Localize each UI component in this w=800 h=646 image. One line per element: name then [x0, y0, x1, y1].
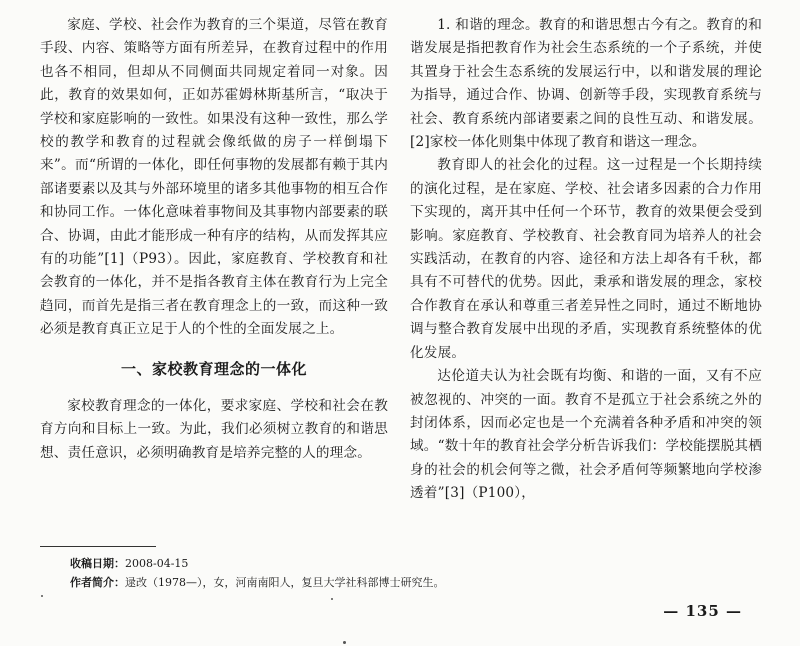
author-bio-value: 逯改（1978—），女，河南南阳人，复旦大学社科部博士研究生。	[125, 576, 445, 589]
right-column	[410, 14, 762, 506]
scan-speck	[41, 595, 43, 597]
received-date-line	[70, 554, 710, 573]
left-column	[40, 14, 388, 465]
section-heading: 一、家校教育理念的一体化	[120, 359, 307, 378]
received-date-label: 收稿日期：	[70, 557, 125, 570]
right-paragraph-2: 教育即人的社会化的过程。这一过程是一个长期持续的演化过程，是在家庭、学校、社会诸多因素的合力作用下实现的，离开其中任何一个环节，教育的效果便会受到影响。家庭教育、学校教育、社会教育同为培养人的社会实践活动，在教育的内容、途径和方法上却各有千秋，都具有不可替代的优势。因此，秉承和谐发展的理念，家校合作教育在承认和尊重三者差异性之同时，通过不断地协调与整合教育发展中出现的矛盾，实现教育系统整体的优化发展。	[410, 157, 762, 361]
page-number: — 135 —	[663, 602, 742, 620]
author-bio-label: 作者简介：	[70, 576, 125, 589]
right-paragraph-3: 达伦道夫认为社会既有均衡、和谐的一面，又有不应被忽视的、冲突的一面。教育不是孤立于社会系统之外的封闭体系，因而必定也是一个充满着各种矛盾和冲突的领域。“数十年的教育社会学分析告诉我们：学校能摆脱其栖身的社会的机会何等之微，社会矛盾何等频繁地向学校渗透着”[3]（P100），	[410, 368, 762, 502]
left-paragraph-1: 家庭、学校、社会作为教育的三个渠道，尽管在教育手段、内容、策略等方面有所差异，在教育过程中的作用也各不相同，但却从不同侧面共同规定着同一对象。因此，教育的效果如何，正如苏霍姆林斯基所言，“取决于学校和家庭影响的一致性。如果没有这种一致性，那么学校的教学和教育的过程就会像纸做的房子一样倒塌下来”。而“所谓的一体化，即任何事物的发展都有赖于其内部诸要素以及其与外部环境里的诸多其他事物的相互合作和协同工作。一体化意味着事物间及其事物内部要素的联合、协调，由此才能形成一种有序的结构，从而发挥其应有的功能”[1]（P93）。因此，家庭教育、学校教育和社会教育的一体化，并不是指各教育主体在教育行为上完全趋同，而首先是指三者在教育理念上的一致，而这种一致必须是教育真正立足于人的个性的全面发展之上。	[40, 17, 388, 338]
right-paragraph-1: 1. 和谐的理念。教育的和谐思想古今有之。教育的和谐发展是指把教育作为社会生态系统的一个子系统，并使其置身于社会生态系统的发展运行中，以和谐发展的理论为指导，通过合作、协调、创新等手段，实现教育系统与社会、教育系统内部诸要素之间的良性互动、和谐发展。[2]家校一体化则集中体现了教育和谐这一理念。	[410, 17, 762, 151]
left-paragraph-2: 家校教育理念的一体化，要求家庭、学校和社会在教育方向和目标上一致。为此，我们必须树立教育的和谐思想、责任意识，必须明确教育是培养完整的人的理念。	[40, 397, 388, 461]
received-date-value: 2008-04-15	[125, 557, 189, 570]
scan-speck	[331, 598, 333, 600]
footnotes	[70, 554, 710, 592]
scan-speck	[343, 641, 346, 644]
footnote-divider	[40, 546, 156, 547]
author-bio-line	[70, 573, 710, 592]
